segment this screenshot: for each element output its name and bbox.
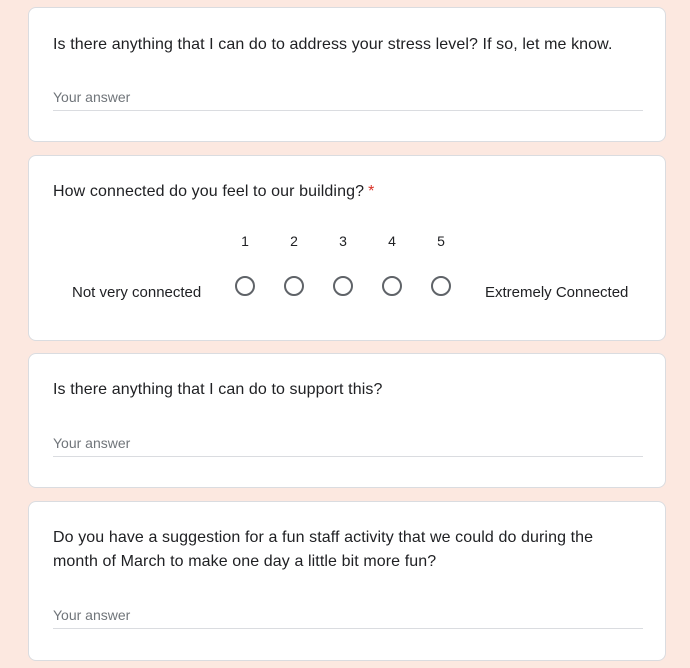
scale-number-2: 2 [290, 233, 298, 249]
answer-input[interactable]: Your answer [53, 88, 643, 111]
question-title: Is there anything that I can do to support this? [53, 381, 383, 398]
question-card-support [28, 353, 666, 488]
scale-number-3: 3 [339, 233, 347, 249]
scale-number-1: 1 [241, 233, 249, 249]
scale-radio-4[interactable] [382, 276, 402, 296]
question-title: Is there anything that I can do to address your stress level? If so, let me know. [53, 36, 613, 53]
scale-number-4: 4 [388, 233, 396, 249]
scale-number-5: 5 [437, 233, 445, 249]
question-card-activity [28, 501, 666, 661]
scale-low-label: Not very connected [72, 284, 202, 301]
scale-radio-1[interactable] [235, 276, 255, 296]
scale-radio-3[interactable] [333, 276, 353, 296]
question-title [53, 180, 641, 204]
question-title: Do you have a suggestion for a fun staff activity that we could do during the month of March to make one day a little bit more fun? [53, 529, 594, 570]
required-asterisk: * [368, 183, 375, 200]
answer-input[interactable]: Your answer [53, 606, 643, 629]
scale-high-label: Extremely Connected [485, 284, 629, 301]
question-title-text: How connected do you feel to our building? [53, 183, 365, 200]
scale-radio-2[interactable] [284, 276, 304, 296]
question-card-connected [28, 155, 666, 341]
scale-radio-5[interactable] [431, 276, 451, 296]
answer-input[interactable]: Your answer [53, 434, 643, 457]
question-card-stress [28, 7, 666, 142]
